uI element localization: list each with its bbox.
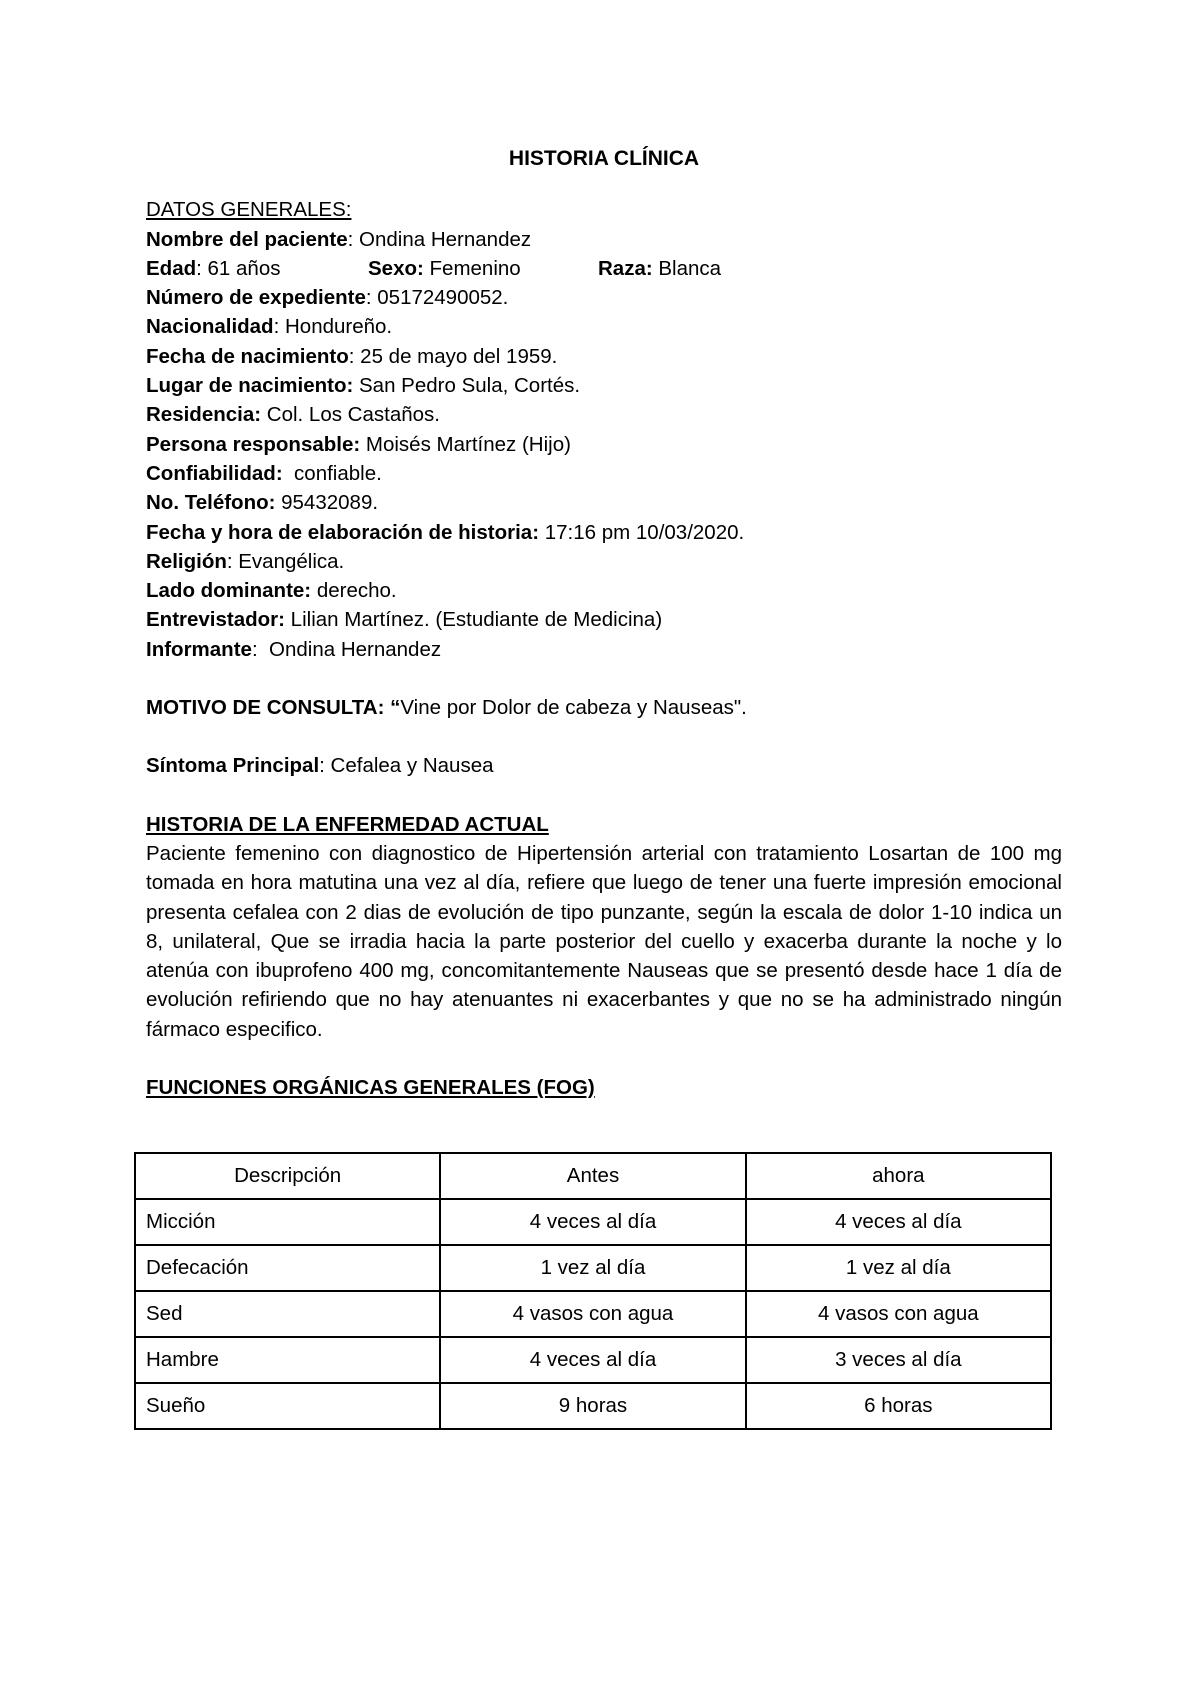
field-edad-sexo-raza <box>146 254 1062 283</box>
table-cell: 4 veces al día <box>440 1199 745 1245</box>
field-residencia <box>146 400 1062 429</box>
table-cell: 4 vasos con agua <box>440 1291 745 1337</box>
field-value: : 25 de mayo del 1959. <box>348 344 558 368</box>
field-lado-dominante <box>146 576 1062 605</box>
table-cell: Defecación <box>135 1245 440 1291</box>
field-edad <box>146 254 368 283</box>
motivo-value: Vine por Dolor de cabeza y Nauseas". <box>400 696 747 720</box>
field-nacionalidad <box>146 312 1062 341</box>
field-value: : 05172490052. <box>365 286 509 310</box>
field-label: Raza: <box>598 256 653 280</box>
table-cell: 6 horas <box>746 1383 1051 1429</box>
field-value: : 61 años <box>196 256 281 280</box>
field-value: Col. Los Castaños. <box>261 403 440 427</box>
table-cell: 1 vez al día <box>440 1245 745 1291</box>
field-label: Informante <box>146 637 252 661</box>
sintoma-value: : Cefalea y Nausea <box>319 754 494 778</box>
field-nombre <box>146 225 1062 254</box>
spacer <box>146 722 1062 751</box>
field-label: No. Teléfono: <box>146 491 276 515</box>
motivo-label: MOTIVO DE CONSULTA: <box>146 696 385 720</box>
table-row <box>135 1383 1051 1429</box>
sintoma-label: Síntoma Principal <box>146 754 320 778</box>
field-value: Blanca <box>652 256 722 280</box>
table-cell: 4 veces al día <box>746 1199 1051 1245</box>
document-content <box>146 144 1062 1102</box>
sintoma-principal <box>146 751 1062 780</box>
field-fecha-hora <box>146 518 1062 547</box>
table-row <box>135 1199 1051 1245</box>
field-value: : Ondina Hernandez <box>347 227 532 251</box>
table-header-cell: ahora <box>746 1153 1051 1199</box>
table-cell: 1 vez al día <box>746 1245 1051 1291</box>
field-confiabilidad <box>146 459 1062 488</box>
field-value: : Evangélica. <box>226 549 345 573</box>
field-label: Nombre del paciente <box>146 227 348 251</box>
field-label: Religión <box>146 549 227 573</box>
table-header-row <box>135 1153 1051 1199</box>
field-informante <box>146 635 1062 664</box>
hea-paragraph: Paciente femenino con diagnostico de Hipertensión arterial con tratamiento Losartan de 100 mg tomada en hora matutina una vez al día, refiere que luego de tener una fuerte impresión emocional presenta cefalea con 2 dias de evolución de tipo punzante, según la escala de dolor 1-10 indica un 8, unilateral, Que se irradia hacia la parte posterior del cuello y exacerba durante la noche y lo atenúa con ibuprofeno 400 mg, concomitantemente Nauseas que se presentó desde hace 1 día de evolución refiriendo que no hay atenuantes ni exacerbantes y que no se ha administrado ningún fármaco especifico. <box>146 841 1062 1041</box>
hea-heading: HISTORIA DE LA ENFERMEDAD ACTUAL <box>146 812 549 836</box>
spacer <box>146 664 1062 693</box>
table-row <box>135 1245 1051 1291</box>
field-label: Entrevistador: <box>146 608 285 632</box>
table-row <box>135 1291 1051 1337</box>
field-sexo <box>368 254 598 283</box>
field-entrevistador <box>146 605 1062 634</box>
field-label: Número de expediente <box>146 286 366 310</box>
field-value: derecho. <box>311 579 397 603</box>
field-telefono <box>146 488 1062 517</box>
field-expediente <box>146 283 1062 312</box>
table-header-cell: Antes <box>440 1153 745 1199</box>
field-label: Lugar de nacimiento: <box>146 374 354 398</box>
field-label: Lado dominante: <box>146 579 312 603</box>
field-label: Sexo: <box>368 256 424 280</box>
field-lugar-nacimiento <box>146 371 1062 400</box>
fog-heading: FUNCIONES ORGÁNICAS GENERALES (FOG) <box>146 1076 595 1100</box>
table-cell: 4 veces al día <box>440 1337 745 1383</box>
field-value: : Ondina Hernandez <box>251 637 442 661</box>
motivo-quote: “ <box>384 696 401 720</box>
field-label: Residencia: <box>146 403 262 427</box>
table-cell: 3 veces al día <box>746 1337 1051 1383</box>
fog-table <box>134 1152 1052 1430</box>
field-label: Fecha y hora de elaboración de historia: <box>146 520 540 544</box>
field-label: Edad <box>146 256 197 280</box>
field-value: : Hondureño. <box>273 315 393 339</box>
table-cell: Sed <box>135 1291 440 1337</box>
field-raza <box>598 254 721 283</box>
field-label: Fecha de nacimiento <box>146 344 349 368</box>
field-religion <box>146 547 1062 576</box>
field-value: San Pedro Sula, Cortés. <box>353 374 581 398</box>
table-cell: Sueño <box>135 1383 440 1429</box>
spacer <box>146 1044 1062 1073</box>
table-cell: Micción <box>135 1199 440 1245</box>
table-cell: Hambre <box>135 1337 440 1383</box>
field-value: Femenino <box>423 256 521 280</box>
field-value: Lilian Martínez. (Estudiante de Medicina) <box>284 608 663 632</box>
table-cell: 4 vasos con agua <box>746 1291 1051 1337</box>
table-row <box>135 1337 1051 1383</box>
field-fecha-nacimiento <box>146 342 1062 371</box>
table-header-cell: Descripción <box>135 1153 440 1199</box>
field-label: Confiabilidad: <box>146 461 283 485</box>
field-value: 95432089. <box>275 491 379 515</box>
field-value: confiable. <box>282 461 382 485</box>
field-value: 17:16 pm 10/03/2020. <box>539 520 745 544</box>
spacer <box>146 781 1062 810</box>
field-responsable <box>146 430 1062 459</box>
field-value: Moisés Martínez (Hijo) <box>360 432 571 456</box>
motivo-consulta <box>146 693 1062 722</box>
field-label: Persona responsable: <box>146 432 361 456</box>
general-heading: DATOS GENERALES: <box>146 198 352 222</box>
document-title: HISTORIA CLÍNICA <box>508 147 700 170</box>
field-label: Nacionalidad <box>146 315 274 339</box>
table-cell: 9 horas <box>440 1383 745 1429</box>
